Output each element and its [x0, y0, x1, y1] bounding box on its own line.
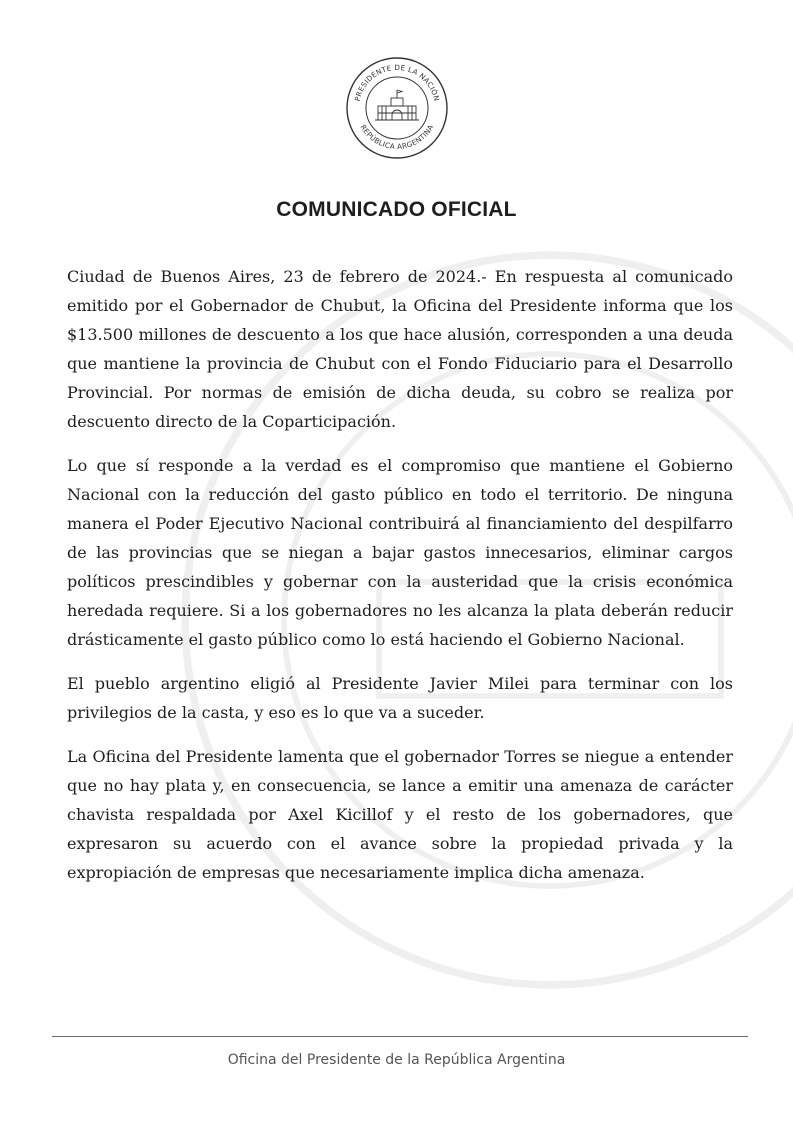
paragraph-1: Ciudad de Buenos Aires, 23 de febrero de 2024.- En respuesta al comunicado emitido por el Gobernador de Chubut, la Oficina del Presidente informa que los $13.500 millones de descuento a los que hace alusión, corresponden a una deuda que mantiene la provincia de Chubut con el Fondo Fiduciario para el Desarrollo Provincial. Por normas de emisión de dicha deuda, su cobro se realiza por descuento directo de la Coparticipación.	[67, 267, 733, 431]
paragraph-2: Lo que sí responde a la verdad es el compromiso que mantiene el Gobierno Nacional con la reducción del gasto público en todo el territorio. De ninguna manera el Poder Ejecutivo Nacional contribuirá al financiamiento del despilfarro de las provincias que se niegan a bajar gastos innecesarios, eliminar cargos políticos prescindibles y gobernar con la austeridad que la crisis económica heredada requiere. Si a los gobernadores no les alcanza la plata deberán reducir drásticamente el gasto público como lo está haciendo el Gobierno Nacional.	[67, 456, 733, 649]
communique-body	[67, 262, 733, 902]
seal-bottom-text: REPÚBLICA ARGENTINA	[358, 122, 436, 152]
paragraph-4: La Oficina del Presidente lamenta que el gobernador Torres se niegue a entender que no hay plata y, en consecuencia, se lance a emitir una amenaza de carácter chavista respaldada por Axel Kicillof y el resto de los gobernadores, que expresaron su acuerdo con el avance sobre la propiedad privada y la expropiación de empresas que necesariamente implica dicha amenaza.	[67, 747, 733, 882]
seal-top-text: PRESIDENTE DE LA NACIÓN	[352, 62, 442, 103]
footer-divider	[52, 1036, 748, 1037]
document-title: COMUNICADO OFICIAL	[276, 198, 517, 221]
footer-text: Oficina del Presidente de la República Argentina	[227, 1052, 566, 1068]
paragraph-3: El pueblo argentino eligió al Presidente Javier Milei para terminar con los privilegios de la casta, y eso es lo que va a suceder.	[67, 674, 733, 722]
presidential-seal	[345, 56, 449, 160]
